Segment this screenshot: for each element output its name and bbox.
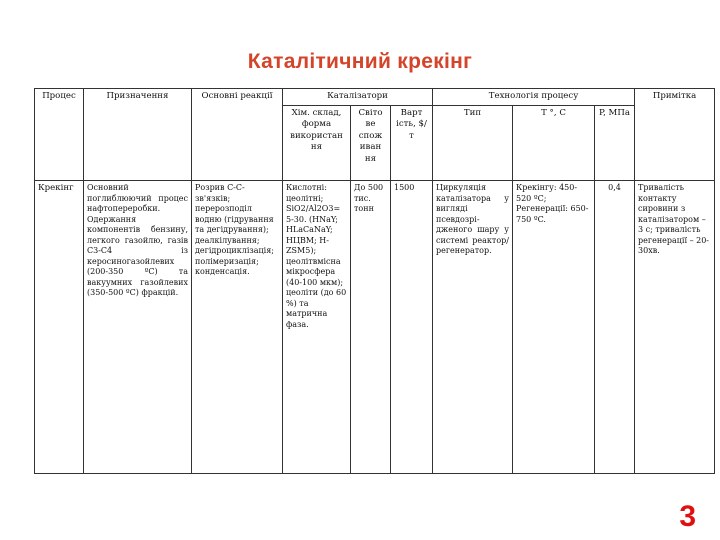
header-notes: Примітка [635, 89, 715, 181]
cell-cost: 1500 [391, 181, 433, 474]
header-cost: Варт ість, $/т [391, 106, 433, 181]
header-technology: Технологія процесу [433, 89, 635, 106]
header-process: Процес [35, 89, 84, 181]
cell-reactions: Розрив C-C-зв'язків; перерозподіл водню (гідрування та дегідрування); деалкілування; дегідроциклізація; полімеризація; конденсація. [192, 181, 283, 474]
cell-pressure: 0,4 [595, 181, 635, 474]
header-world-consumption: Світо ве спож иван ня [351, 106, 391, 181]
cell-composition: Кислотні: цеолітні; SiO2/Al2O3= 5-30. (HNaY; HLaCaNaY; HЦВМ; H-ZSM5); цеолітвмісна мікросфера (40-100 мкм); цеоліти (до 60 %) та матрична фаза. [283, 181, 351, 474]
slide-title: Каталітичний крекінг [247, 50, 473, 73]
header-temperature: T °, C [513, 106, 595, 181]
cell-world-consumption: До 500 тис. тонн [351, 181, 391, 474]
cell-temperature: Крекінгу: 450-520 ºC; Регенерації: 650-750 ºC. [513, 181, 595, 474]
header-type: Тип [433, 106, 513, 181]
header-composition: Хім. склад, форма використан ня [283, 106, 351, 181]
header-purpose: Призначення [84, 89, 192, 181]
cell-type: Циркуляція каталізатора у вигляді псевдозрі-дженого шару у системі реактор/ регенератор. [433, 181, 513, 474]
cell-process: Крекінг [35, 181, 84, 474]
table-row [35, 181, 715, 474]
cell-notes: Тривалість контакту сировини з каталізатором – 3 с; тривалість регенерації – 20-30хв. [635, 181, 715, 474]
page-number: 3 [679, 500, 696, 533]
header-reactions: Основні реакції [192, 89, 283, 181]
cell-purpose: Основний поглиблюючий процес нафтопереробки. Одержання компонентів бензину, легкого газойлю, газів C3-C4 із керосиногазойлевих (200-350 ºC) та вакуумних газойлевих (350-500 ºC) фракцій. [84, 181, 192, 474]
header-catalysts: Каталізатори [283, 89, 433, 106]
header-row-group [35, 89, 715, 106]
catalytic-cracking-table [34, 88, 715, 474]
header-pressure: P, МПа [595, 106, 635, 181]
